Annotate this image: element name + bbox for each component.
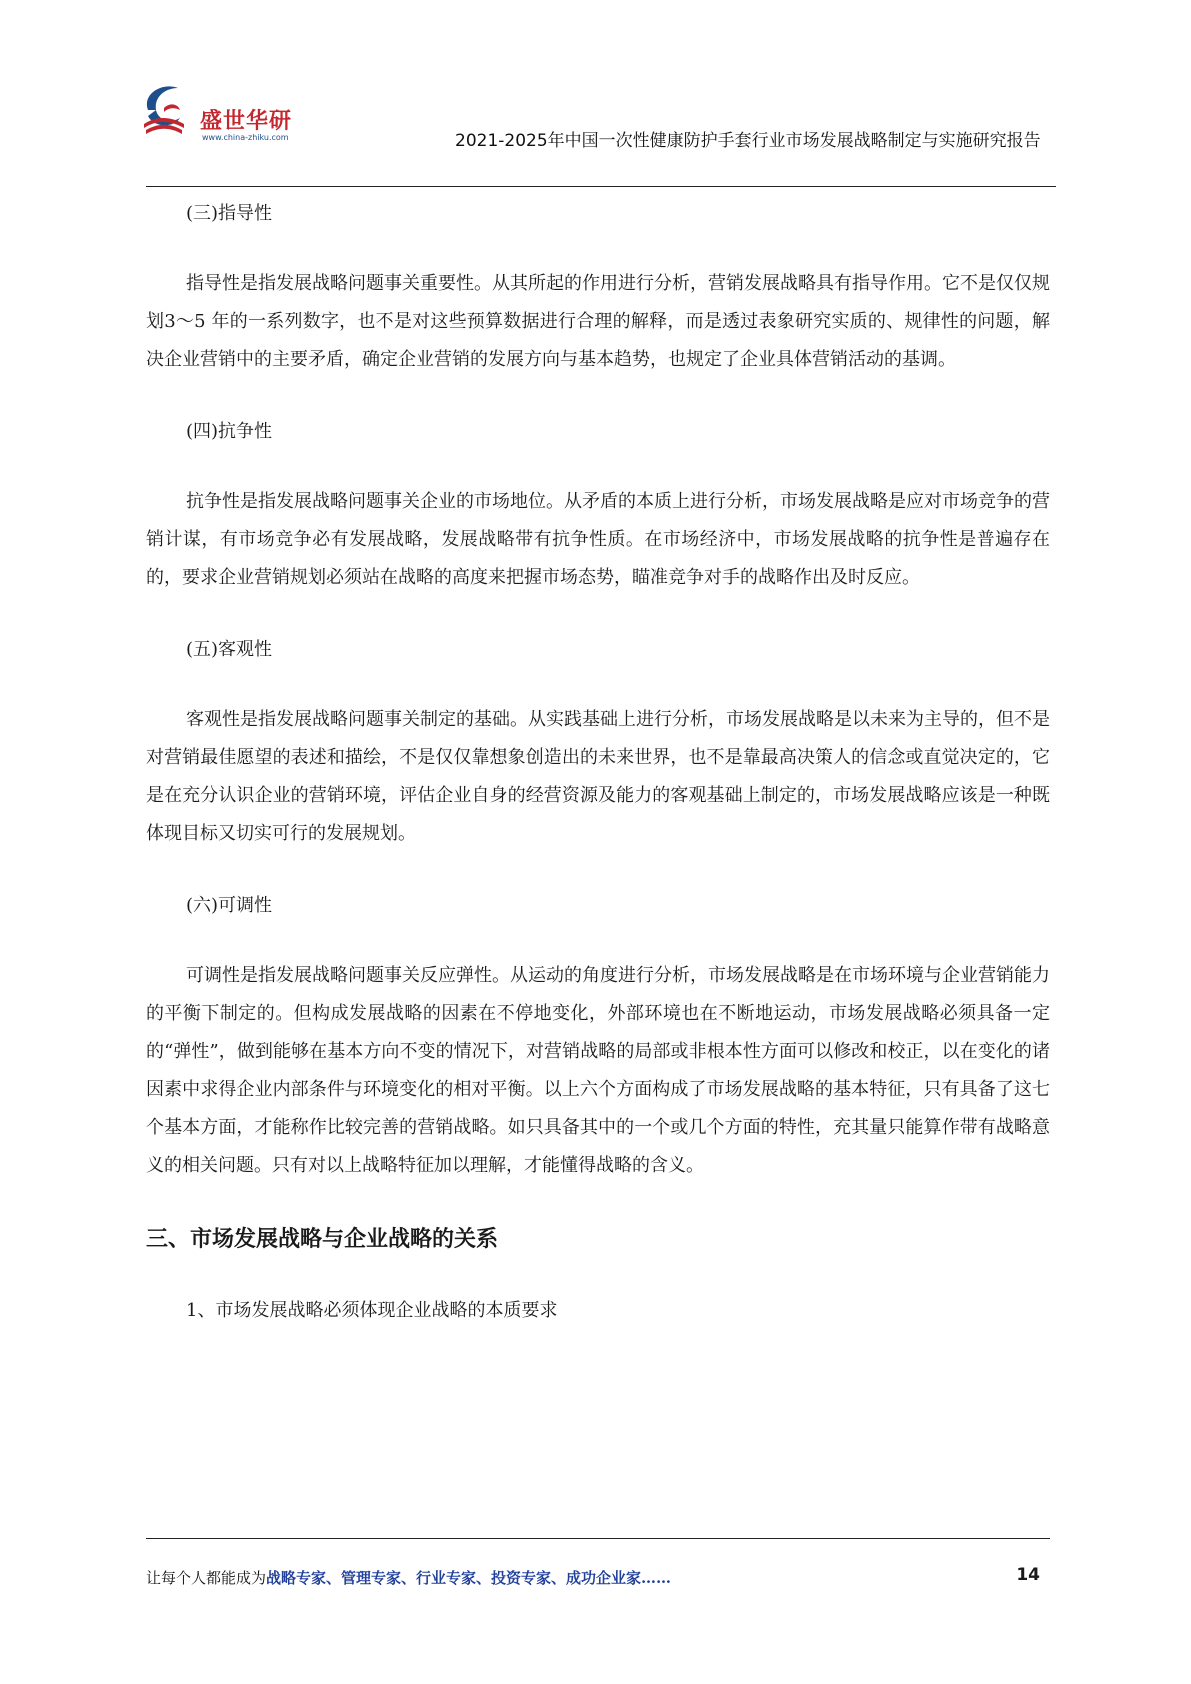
report-title: 2021-2025年中国一次性健康防护手套行业市场发展战略制定与实施研究报告 [455, 131, 1041, 151]
page-number: 14 [1016, 1565, 1040, 1585]
logo-name: 盛世华研 [200, 109, 293, 134]
paragraph-guidance: 指导性是指发展战略问题事关重要性。从其所起的作用进行分析，营销发展战略具有指导作用。它不是仅仅规划3～5 年的一系列数字，也不是对这些预算数据进行合理的解释，而是透过表象研究实质的、规律性的问题，解决企业营销中的主要矛盾，确定企业营销的发展方向与基本趋势，也规定了企业具体营销活动的基调。 [146, 273, 1050, 370]
footer-divider [146, 1538, 1050, 1539]
section-heading-competitiveness: (四)抗争性 [186, 421, 273, 442]
footer-slogan [146, 1567, 671, 1588]
list-item: 1、市场发展战略必须体现企业战略的本质要求 [186, 1300, 558, 1321]
footer-slogan-highlight: 战略专家、管理专家、行业专家、投资专家、成功企业家…… [266, 1569, 672, 1587]
paragraph-competitiveness: 抗争性是指发展战略问题事关企业的市场地位。从矛盾的本质上进行分析，市场发展战略是应对市场竞争的营销计谋，有市场竞争必有发展战略，发展战略带有抗争性质。在市场经济中，市场发展战略的抗争性是普遍存在的，要求企业营销规划必须站在战略的高度来把握市场态势，瞄准竞争对手的战略作出及时反应。 [146, 491, 1050, 588]
section-heading-objectivity: (五)客观性 [186, 639, 273, 660]
paragraph-objectivity: 客观性是指发展战略问题事关制定的基础。从实践基础上进行分析，市场发展战略是以未来为主导的，但不是对营销最佳愿望的表述和描绘，不是仅仅靠想象创造出的未来世界，也不是靠最高决策人的信念或直觉决定的，它是在充分认识企业的营销环境，评估企业自身的经营资源及能力的客观基础上制定的，市场发展战略应该是一种既体现目标又切实可行的发展规划。 [146, 709, 1050, 844]
section-heading-adjustability: (六)可调性 [186, 895, 273, 916]
footer-slogan-prefix: 让每个人都能成为 [146, 1569, 267, 1587]
logo-url: www.china-zhiku.com [202, 133, 289, 142]
paragraph-adjustability: 可调性是指发展战略问题事关反应弹性。从运动的角度进行分析，市场发展战略是在市场环境与企业营销能力的平衡下制定的。但构成发展战略的因素在不停地变化，外部环境也在不断地运动，市场发展战略必须具备一定的“弹性”，做到能够在基本方向不变的情况下，对营销战略的局部或非根本性方面可以修改和校正，以在变化的诸因素中求得企业内部条件与环境变化的相对平衡。以上六个方面构成了市场发展战略的基本特征，只有具备了这七个基本方面，才能称作比较完善的营销战略。如只具备其中的一个或几个方面的特性，充其量只能算作带有战略意义的相关问题。只有对以上战略特征加以理解，才能懂得战略的含义。 [146, 965, 1050, 1176]
page-content [146, 196, 1050, 1329]
header-divider [146, 186, 1056, 187]
section-heading-guidance: (三)指导性 [186, 203, 273, 224]
chapter-heading: 三、市场发展战略与企业战略的关系 [146, 1227, 499, 1252]
